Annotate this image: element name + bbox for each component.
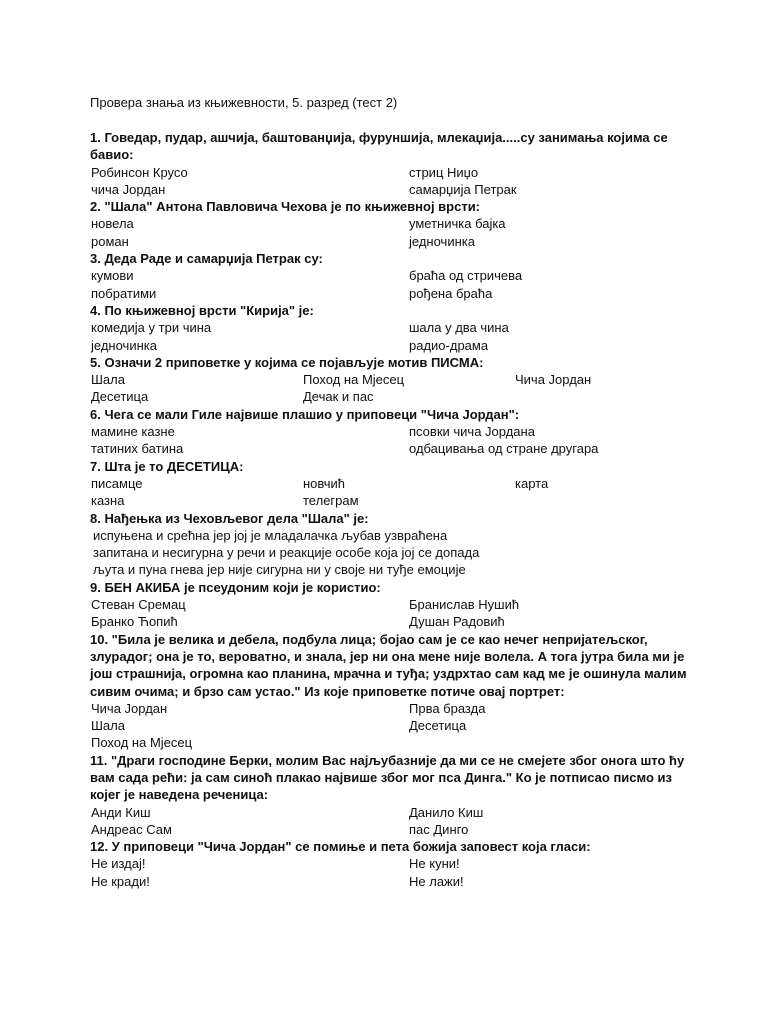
answer-row: [90, 855, 690, 872]
answer-option[interactable]: роман: [91, 233, 129, 249]
answer-option[interactable]: запитана и несигурна у речи и реакције особе која јој се допада: [93, 545, 480, 561]
question-text: 1. Говедар, пудар, ашчија, баштованџија, фуруншија, млекаџија.....су занимања којима се бавио:: [90, 130, 668, 163]
answer-row: [90, 267, 690, 284]
answer-option[interactable]: Десетица: [409, 718, 467, 734]
question-text: 2. "Шала" Антона Павловича Чехова је по књижевној врсти:: [90, 199, 481, 215]
answer-option[interactable]: љута и пуна гнева јер није сигурна ни у своје ни туђе емоције: [93, 562, 466, 578]
answer-option[interactable]: Поход на Мјесец: [303, 372, 405, 388]
answer-option[interactable]: телеграм: [303, 493, 359, 509]
document-page: [90, 94, 690, 890]
answer-option[interactable]: новчић: [303, 475, 345, 491]
answer-option[interactable]: Андреас Сам: [91, 821, 172, 837]
question-list: [90, 129, 690, 890]
answer-row: [90, 233, 690, 250]
answer-option[interactable]: одбацивања од стране другара: [409, 441, 599, 457]
answer-option[interactable]: Не лажи!: [409, 873, 464, 889]
question-block: [90, 752, 690, 838]
answer-option[interactable]: карта: [515, 475, 549, 491]
answer-row: [90, 717, 690, 734]
answer-option[interactable]: Анди Киш: [91, 804, 151, 820]
answer-row: [90, 423, 690, 440]
answer-row: [90, 475, 690, 492]
answer-row: [90, 285, 690, 302]
answer-option[interactable]: чича Јордан: [91, 181, 166, 197]
question-block: [90, 579, 690, 631]
answer-row: [90, 734, 690, 751]
answer-row: [90, 492, 690, 509]
answer-option[interactable]: шала у два чина: [409, 320, 509, 336]
answer-option[interactable]: радио-драма: [409, 337, 489, 353]
answer-option[interactable]: пас Динго: [409, 821, 469, 837]
answer-row: [90, 388, 690, 405]
answer-option[interactable]: татиних батина: [91, 441, 184, 457]
question-text: 6. Чега се мали Гиле највише плашио у приповеци "Чича Јордан":: [90, 406, 520, 422]
question-text: 10. "Била је велика и дебела, подбула лица; бојао сам је се као нечег непријатељског, злурадог; она је то, вероватно, и знала, јер ни она мене није волела. А тога јутра била ми је још страшнија, огромна као планина, мрачна и туђа; уздрхтао сам кад ме је ошинула малим сивим очима; и брзо сам устао." Из које приповетке потиче овај портрет:: [90, 631, 687, 699]
answer-option[interactable]: Бранислав Нушић: [409, 597, 520, 613]
answer-row: [90, 215, 690, 232]
answer-option[interactable]: побратими: [91, 285, 157, 301]
answer-option[interactable]: Данило Киш: [409, 804, 484, 820]
answer-option[interactable]: Чича Јордан: [515, 372, 592, 388]
answer-option[interactable]: Шала: [91, 372, 125, 388]
answer-row: [90, 319, 690, 336]
answer-row: [90, 700, 690, 717]
answer-row: [90, 164, 690, 181]
question-text: 12. У приповеци "Чича Јордан" се помиње и пета божија заповест која гласи:: [90, 839, 591, 855]
question-block: [90, 458, 690, 510]
answer-row: [90, 440, 690, 457]
answer-option[interactable]: Шала: [91, 718, 125, 734]
answer-option[interactable]: писамце: [91, 475, 143, 491]
answer-option[interactable]: Робинсон Крусо: [91, 164, 188, 180]
question-block: [90, 838, 690, 890]
answer-option[interactable]: Не кради!: [91, 873, 150, 889]
answer-option[interactable]: комедија у три чина: [91, 320, 212, 336]
answer-option[interactable]: мамине казне: [91, 424, 175, 440]
question-text: 7. Шта је то ДЕСЕТИЦА:: [90, 458, 244, 474]
answer-option[interactable]: Стеван Сремац: [91, 597, 186, 613]
question-text: 9. БЕН АКИБА је псеудоним који је користио:: [90, 579, 381, 595]
answer-row: [90, 613, 690, 630]
answer-option[interactable]: Дечак и пас: [303, 389, 374, 405]
question-text: 4. По књижевној врсти "Кирија" је:: [90, 302, 314, 318]
answer-option[interactable]: рођена браћа: [409, 285, 493, 301]
answer-option[interactable]: Десетица: [91, 389, 149, 405]
answer-option[interactable]: псовки чича Јордана: [409, 424, 535, 440]
answer-option[interactable]: Бранко Ћопић: [91, 614, 178, 630]
answer-row: [90, 181, 690, 198]
answer-option[interactable]: Поход на Мјесец: [91, 735, 193, 751]
answer-option[interactable]: самарџија Петрак: [409, 181, 517, 197]
question-block: [90, 354, 690, 406]
answer-option[interactable]: Прва бразда: [409, 700, 486, 716]
question-block: [90, 406, 690, 458]
answer-option[interactable]: кумови: [91, 268, 134, 284]
question-block: [90, 631, 690, 752]
answer-row: [90, 873, 690, 890]
question-block: [90, 198, 690, 250]
answer-row: [90, 804, 690, 821]
answer-option[interactable]: Душан Радовић: [409, 614, 505, 630]
question-text: 5. Означи 2 приповетке у којима се појављује мотив ПИСМА:: [90, 354, 484, 370]
answer-option[interactable]: једночинка: [91, 337, 157, 353]
answer-row: [90, 371, 690, 388]
answer-option[interactable]: новела: [91, 216, 134, 232]
question-block: [90, 510, 690, 579]
answer-option[interactable]: браћа од стричева: [409, 268, 523, 284]
answer-row: [90, 337, 690, 354]
answer-option[interactable]: Не куни!: [409, 856, 460, 872]
question-text: 8. Нађењка из Чеховљевог дела "Шала" је:: [90, 510, 369, 526]
question-block: [90, 302, 690, 354]
question-block: [90, 250, 690, 302]
answer-option[interactable]: уметничка бајка: [409, 216, 506, 232]
answer-option[interactable]: Не издај!: [91, 856, 146, 872]
answer-option[interactable]: казна: [91, 493, 125, 509]
answer-row: [90, 596, 690, 613]
answer-option[interactable]: стриц Ниџо: [409, 164, 479, 180]
answer-row: [90, 821, 690, 838]
page-title: Провера знања из књижевности, 5. разред (тест 2): [90, 95, 398, 110]
answer-option[interactable]: испуњена и срећна јер јој је младалачка љубав узвраћена: [93, 527, 448, 543]
question-text: 3. Деда Раде и самарџија Петрак су:: [90, 251, 323, 267]
question-text: 11. "Драги господине Берки, молим Вас најљубазније да ми се не смејете због онога што ћу вам сада рећи: ја сам синоћ плакао највише због мог пса Динга." Ко је потписао писмо из којег је наведена реченица:: [90, 752, 685, 803]
question-block: [90, 129, 690, 198]
answer-option[interactable]: једночинка: [409, 233, 475, 249]
answer-option[interactable]: Чича Јордан: [91, 700, 168, 716]
